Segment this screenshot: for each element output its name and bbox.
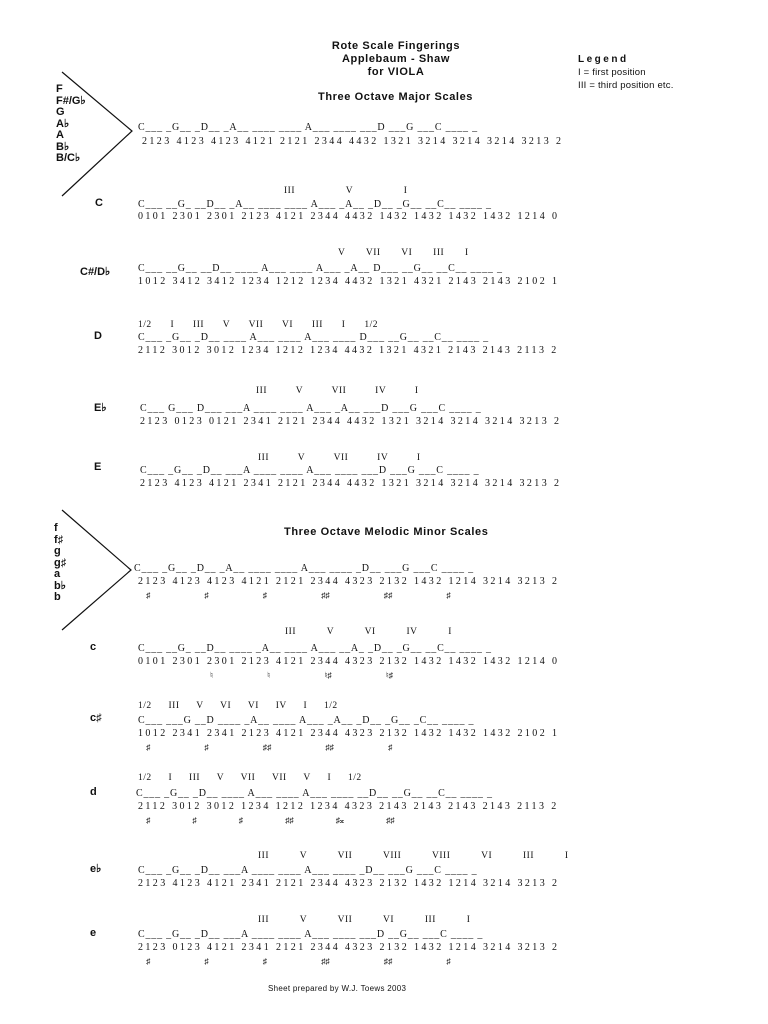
scale-notes: C___ _G__ _D__ ___A ____ ____ A___ ____ ___D __G__ ___C ____ _ — [138, 929, 484, 940]
scale-notes: C___ _G__ _D__ ___A ____ ____ A___ ____ ___D ___G ___C ____ _ — [140, 465, 480, 476]
legend-line-1: I = first position — [578, 67, 646, 78]
scale-key-label: C#/D♭ — [80, 266, 111, 278]
title-line-2: Applebaum - Shaw — [342, 53, 450, 65]
scale-key-label: D — [94, 330, 102, 342]
template-key: B/C♭ — [56, 152, 81, 164]
position-markers: III V VII VI III I — [258, 915, 471, 925]
scale-fingers: 2123 0123 4121 2341 2121 2344 4323 2132 1432 1214 3214 3213 2 — [138, 942, 560, 953]
template-key: f♯ — [54, 533, 64, 546]
scale-notes: C___ _G__ _D__ ____ A___ ____ A___ ____ __D__ __G__ __C__ ____ _ — [136, 788, 493, 799]
major-template-fingers: 2123 4123 4123 4121 2121 2344 4432 1321 3214 3214 3214 3213 2 — [142, 136, 564, 147]
template-key: A — [56, 129, 64, 141]
scale-key-label: e♭ — [90, 863, 102, 875]
template-key: f — [54, 522, 58, 534]
scale-fingers: 2123 0123 0121 2341 2121 2344 4432 1321 3214 3214 3214 3213 2 — [140, 416, 562, 427]
scale-key-label: d — [90, 786, 97, 798]
scale-key-label: E — [94, 461, 102, 473]
scale-notes: C___ __G__ __D__ ____ A___ ____ A___ _A__ D___ __G__ __C__ ____ _ — [138, 263, 503, 274]
legend-heading: Legend — [578, 54, 629, 65]
scale-key-label: c♯ — [90, 712, 102, 724]
template-key: b♭ — [54, 579, 66, 592]
template-key: B♭ — [56, 140, 70, 153]
position-markers: 1/2 I III V VII VI III I 1/2 — [138, 320, 378, 330]
scale-fingers: 2123 4123 4121 2341 2121 2344 4323 2132 1432 1214 3214 3213 2 — [138, 878, 560, 889]
accidental-marks: ♯ ♯ ♯♯ ♯♯ ♯ — [146, 742, 393, 752]
template-key: a — [54, 568, 61, 580]
template-key: A♭ — [56, 117, 70, 130]
accidental-marks: ♯ ♯ ♯ ♯♯ ♯𝄪 ♯♯ — [146, 815, 395, 825]
minor-template-notes: C___ _G__ _D__ _A__ ____ ____ A___ ____ _D__ ___G ___C ____ _ — [134, 563, 474, 574]
title-line-3: for VIOLA — [367, 66, 425, 78]
position-markers: III V VII IV I — [256, 386, 419, 396]
legend-line-2: III = third position etc. — [578, 80, 674, 91]
minor-template-fingers: 2123 4123 4123 4121 2121 2344 4323 2132 1432 1214 3214 3213 2 — [138, 576, 560, 587]
position-markers: III V VII IV I — [258, 453, 421, 463]
scale-fingers: 0101 2301 2301 2123 4121 2344 4323 2132 1432 1432 1432 1214 0 — [138, 656, 560, 667]
accidental-marks: ♯ ♯ ♯ ♯♯ ♯♯ ♯ — [146, 956, 451, 966]
major-template-notes: C___ _G__ _D__ _A__ ____ ____ A___ ____ ___D ___G ___C ____ _ — [138, 122, 478, 133]
template-key: F — [56, 83, 63, 95]
scale-key-label: e — [90, 927, 97, 939]
scale-fingers: 2112 3012 3012 1234 1212 1234 4432 1321 4321 2143 2143 2113 2 — [138, 345, 559, 356]
minor-key-bracket — [60, 508, 140, 638]
scale-notes: C___ ___G __D ____ _A__ ____ A___ _A__ _D__ _G__ _C__ ____ _ — [138, 715, 475, 726]
scale-key-label: c — [90, 641, 97, 653]
scale-notes: C___ __G_ __D__ ____ _A__ ____ A___ __A_ _D__ _G__ __C__ ____ _ — [138, 643, 492, 654]
template-key: G — [56, 106, 65, 118]
scale-fingers: 2112 3012 3012 1234 1212 1234 4323 2143 2143 2143 2143 2113 2 — [138, 801, 559, 812]
position-markers: V VII VI III I — [338, 248, 469, 258]
minor-section-title: Three Octave Melodic Minor Scales — [284, 526, 489, 538]
template-key: b — [54, 591, 61, 603]
major-section-title: Three Octave Major Scales — [318, 91, 474, 103]
scale-fingers: 1012 2341 2341 2123 4121 2344 4323 2132 1432 1432 1432 2102 1 — [138, 728, 560, 739]
accidental-marks: ♯ ♯ ♯ ♯♯ ♯♯ ♯ — [146, 590, 451, 600]
accidental-marks: ♮ ♮ ♮♯ ♮♯ — [210, 670, 394, 680]
scale-notes: C___ _G__ _D__ ____ A___ ____ A___ ____ D___ __G__ __C__ ____ _ — [138, 332, 489, 343]
scale-key-label: C — [95, 197, 103, 209]
template-key: g♯ — [54, 556, 67, 569]
position-markers: III V VII VIII VIII VI III I — [258, 851, 569, 861]
footer-credit: Sheet prepared by W.J. Toews 2003 — [268, 984, 407, 993]
template-key: g — [54, 545, 61, 557]
template-key: F#/G♭ — [56, 94, 86, 107]
scale-fingers: 1012 3412 3412 1234 1212 1234 4432 1321 4321 2143 2143 2102 1 — [138, 276, 560, 287]
major-key-bracket — [60, 70, 140, 200]
scale-key-label: E♭ — [94, 402, 107, 414]
scale-notes: C___ _G__ _D__ ___A ____ ____ A___ ____ _D__ ___G ___C ____ _ — [138, 865, 478, 876]
title-line-1: Rote Scale Fingerings — [331, 40, 461, 52]
scale-fingers: 0101 2301 2301 2123 4121 2344 4432 1432 1432 1432 1432 1214 0 — [138, 211, 560, 222]
scale-notes: C___ G___ D___ ___A ____ ____ A___ _A__ ___D ___G ___C ____ _ — [140, 403, 482, 414]
scale-notes: C___ __G_ __D__ _A__ ____ ____ A___ _A__ _D__ _G__ __C__ ____ _ — [138, 199, 492, 210]
position-markers: 1/2 I III V VII VII V I 1/2 — [138, 773, 362, 783]
scale-fingers: 2123 4123 4121 2341 2121 2344 4432 1321 3214 3214 3214 3213 2 — [140, 478, 562, 489]
position-markers: III V I — [284, 186, 408, 196]
position-markers: III V VI IV I — [285, 627, 452, 637]
position-markers: 1/2 III V VI VI IV I 1/2 — [138, 701, 338, 711]
